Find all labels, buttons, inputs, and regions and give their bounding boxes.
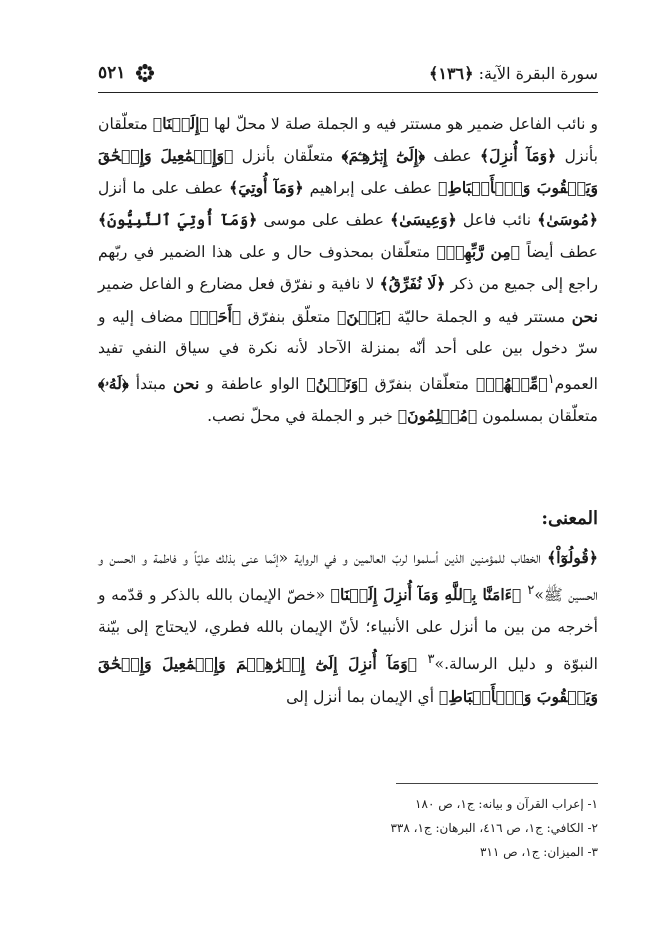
quran-quote: ﴿إِلَىٰٓ إِبۡرَٰهِـۧمَ﴾ [341,146,426,166]
text-run: خبر و الجملة في محلّ نصب. [207,407,398,426]
text-run: متعلّقان بنفرّق [367,374,476,393]
quran-quote: ﴿أَحَدٖ﴾ [189,306,242,326]
text-run: الخطاب للمؤمنين الذين أسلموا لربّ العالمين و في الرواية «إنّما عنى بذلك عليّاً و فاطمة و الحسن و الحسين ﷺ» [98,549,598,604]
quran-quote: ﴿لَهُۥ﴾ [98,373,129,393]
text-run: متعلّقان بأنزل [98,115,599,166]
text-run: متعلّقان بمسلمون [477,407,598,426]
bold-term: نحن [173,373,200,393]
text-run: عطف أيضاً [520,243,598,262]
footnote-2: ٢- الكافي: ج١، ص ٤١٦، البرهان: ج١، ٣٣٨ [390,821,598,835]
quran-quote: ﴿مُوسَىٰ﴾ [537,210,598,230]
quran-quote: ﴿وَمَآ أُوتِيَ ٱلنَّبِيُّونَ﴾ [98,210,258,230]
header-divider [98,92,598,93]
footnote-marker: ١ [547,371,555,387]
text-run: أي الإيمان بما أنزل إلى [286,687,440,706]
footnotes [360,792,598,864]
surah-title [429,64,598,83]
grammar-paragraph [98,108,598,432]
quran-quote: ﴿ءَامَنَّا بِٱللَّهِ وَمَآ أُنزِلَ إِلَيۡنَا﴾ [330,584,528,604]
footnote-divider [396,783,598,784]
quran-quote: ﴿قُولُوٓاْ﴾ [547,548,598,567]
surah-title-text: سورة البقرة الآية: [473,63,598,83]
footnote-marker: ٢ [527,582,535,598]
quran-quote: ﴿لَا نُفَرِّقُ﴾ [379,274,446,294]
text-run: نائب فاعل [456,211,538,230]
text-run: مبتدأ [128,374,174,393]
quran-quote: ﴿وَمَآ أُنزِلَ﴾ [479,146,557,166]
quran-quote: ﴿إِلَيۡنَا﴾ [152,114,209,133]
quran-quote: ﴿مِن رَّبِّهِمۡ﴾ [436,242,521,262]
flower-ornament-icon [135,63,155,83]
text-run: متعلّقان بأنزل [233,147,342,166]
header-page-block [98,63,155,83]
quran-quote: ﴿وَإِسۡمَٰعِيلَ وَإِسۡحَٰقَ وَيَعۡقُوبَ وَٱلۡأَسۡبَاطِ﴾ [98,146,599,198]
text-run: مستتر فيه و الجملة حاليّة [390,307,572,326]
text-run: مضاف إليه و سرّ دخول بين على أحد أنّه بمنزلة الآحاد لأنه نكرة في سياق النفي تفيد العموم [98,307,599,393]
quran-quote: ﴿وَمَآ أُوتِيَ﴾ [229,178,304,198]
bold-term: نحن [571,306,599,326]
meaning-heading: المعنى: [541,508,598,529]
meaning-text [98,542,598,713]
text-run: «خصّ الإيمان بالله بالذكر و قدّمه و أخرجه من بين ما أنزل على الأنبياء؛ لأنّ الإيمان بالله فطري، لايحتاج إلى بيّنة النبوّة و دليل الرسالة.» [98,585,598,673]
quran-quote: ﴿وَنَحۡنُ﴾ [306,373,368,393]
meaning-paragraph [98,542,598,713]
quran-quote: ﴿بَيۡنَ﴾ [337,306,391,326]
text-run: عطف على ما أنزل [98,179,230,198]
quran-quote: ﴿مُسۡلِمُونَ﴾ [397,406,478,426]
grammar-analysis-text [98,108,598,432]
quran-quote: ﴿وَعِيسَىٰ﴾ [390,210,457,230]
text-run: عطف [425,147,480,166]
page-header [98,57,598,89]
text-run: لا نافية و نفرّق فعل مضارع و الفاعل ضمير [98,275,380,294]
text-run: متعلّقان بمحذوف حال و على هذا الضمير في ربّهم راجع إلى جميع من ذكر [98,243,599,294]
footnote-3: ٣- الميزان: ج١، ص ٣١١ [479,845,598,859]
text-run: عطف على إبراهيم [303,179,439,198]
text-run: الواو عاطفة و [199,374,307,393]
page-number: ٥٢١ [98,63,126,83]
text-run: عطف على موسى [257,211,391,230]
quran-quote: ﴿مِّنۡهُمۡ﴾ [476,373,548,393]
quran-quote: ﴿وَمَآ أُنزِلَ إِلَىٰٓ إِبۡرَٰهِـۧمَ وَإِسۡمَٰعِيلَ وَإِسۡحَٰقَ وَيَعۡقُوبَ وَٱلۡأَسۡبَاطِ﴾ [98,653,598,706]
text-run: و نائب الفاعل ضمير هو مستتر فيه و الجملة صلة لا محلّ لها [208,115,598,133]
text-run: متعلّق بنفرّق [241,307,338,326]
verse-number: ﴿١٣٦﴾ [428,63,474,83]
footnote-1: ١- إعراب القرآن و بيانه: ج١، ص ١٨٠ [415,797,598,811]
footnote-marker: ٣ [427,651,435,667]
